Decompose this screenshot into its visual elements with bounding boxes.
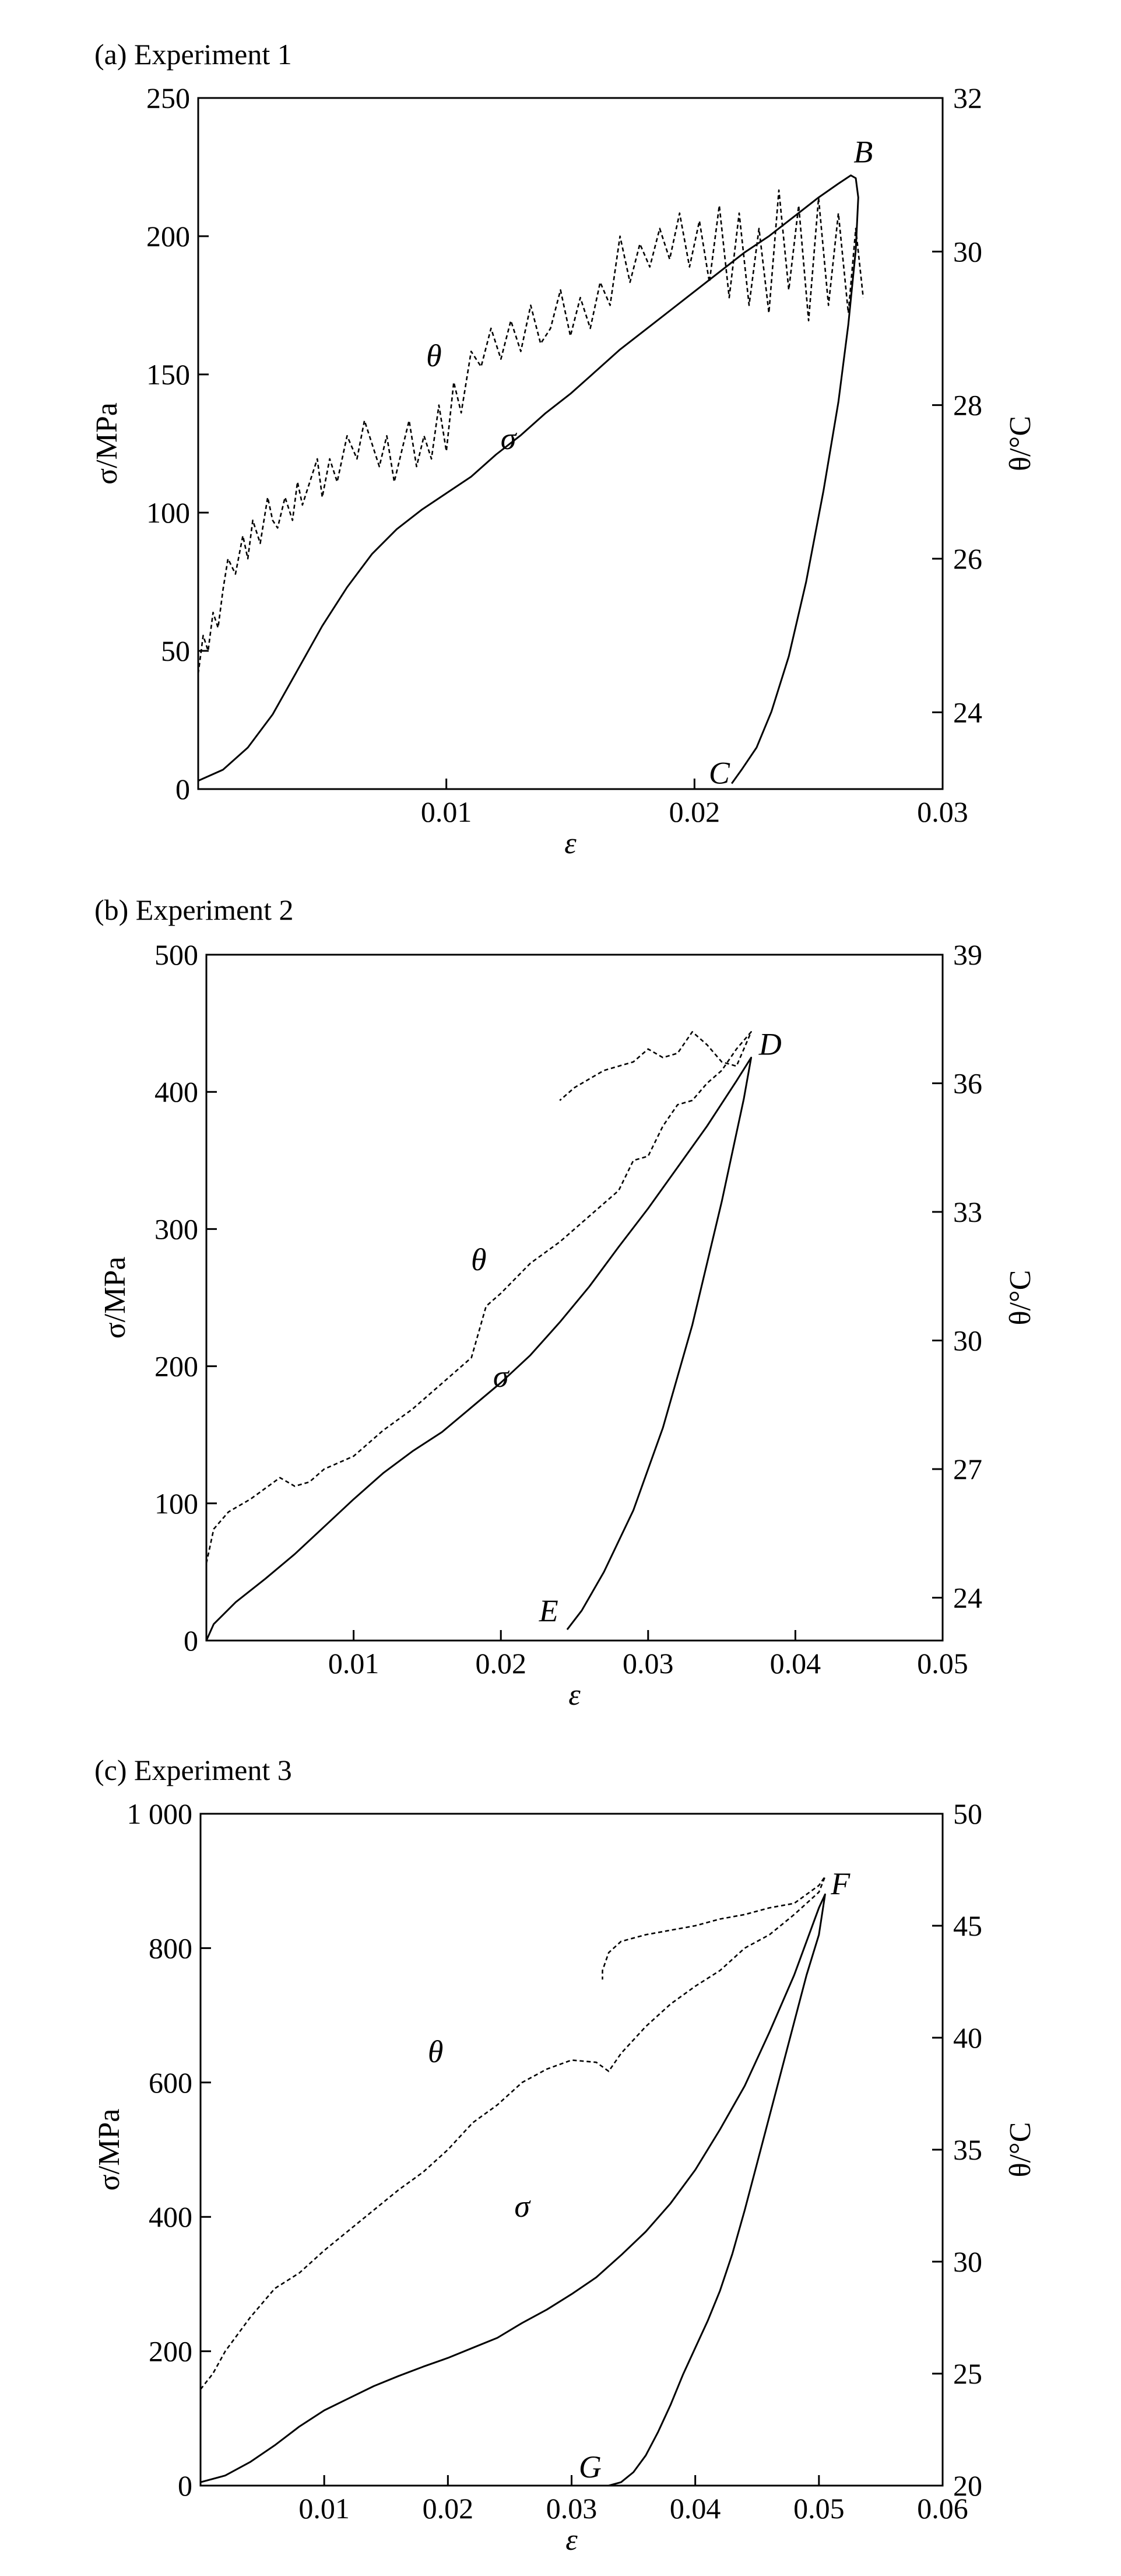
- y2-tick-label: 30: [953, 1324, 982, 1357]
- y2-tick-label: 28: [953, 388, 982, 422]
- x-tick-label: 0.02: [422, 2492, 474, 2525]
- y2-tick-label: 33: [953, 1196, 982, 1228]
- x-tick-label: 0.01: [420, 795, 472, 828]
- y-tick-label: 400: [154, 1075, 198, 1109]
- y2-tick-label: 24: [953, 1581, 982, 1614]
- y-tick-label: 0: [184, 1624, 198, 1657]
- y-tick-label: 400: [149, 2200, 192, 2234]
- series-line-theta: [206, 1032, 751, 1563]
- panel-title: (a) Experiment 1: [94, 38, 292, 71]
- annotation-label: θ: [471, 1242, 487, 1277]
- y2-tick-label: 40: [953, 2021, 982, 2054]
- x-axis-label: ε: [568, 1678, 581, 1712]
- y-tick-label: 1 000: [126, 1797, 192, 1830]
- y-tick-label: 150: [146, 358, 190, 391]
- chart-panel-3: [93, 1754, 1037, 2557]
- y2-axis-label: θ/°C: [1004, 416, 1037, 471]
- annotation-label: F: [831, 1866, 851, 1902]
- y-tick-label: 50: [161, 635, 190, 667]
- x-tick-label: 0.04: [669, 2492, 721, 2525]
- y-axis-label: σ/MPa: [99, 1256, 132, 1339]
- y2-tick-label: 35: [953, 2133, 982, 2166]
- annotation-label: θ: [427, 2034, 444, 2070]
- series-line-theta: [201, 1877, 825, 2389]
- y-tick-label: 200: [149, 2335, 192, 2368]
- y2-tick-label: 45: [953, 1909, 982, 1942]
- y2-tick-label: 50: [953, 1797, 982, 1830]
- x-tick-label: 0.06: [917, 2492, 968, 2525]
- x-tick-label: 0.03: [546, 2492, 598, 2525]
- y2-tick-label: 30: [953, 235, 982, 268]
- panel-title: (b) Experiment 2: [94, 893, 294, 926]
- y-tick-label: 200: [154, 1350, 198, 1383]
- plot-frame: [206, 955, 943, 1641]
- y2-tick-label: 24: [953, 696, 982, 729]
- y2-tick-label: 30: [953, 2245, 982, 2278]
- y-tick-label: 0: [178, 2469, 192, 2502]
- x-axis-label: ε: [564, 827, 577, 860]
- y-axis-label: σ/MPa: [93, 2108, 126, 2191]
- y-tick-label: 500: [154, 938, 198, 971]
- y-tick-label: 300: [154, 1212, 198, 1246]
- annotation-label: G: [578, 2449, 602, 2485]
- x-tick-label: 0.02: [475, 1647, 526, 1680]
- y-tick-label: 100: [154, 1487, 198, 1520]
- y-tick-label: 0: [175, 773, 190, 805]
- series-line-sigma: [201, 1894, 825, 2486]
- chart-panel-1: [90, 38, 1037, 860]
- y-tick-label: 600: [149, 2066, 192, 2099]
- y-tick-label: 250: [146, 82, 190, 114]
- annotation-label: B: [853, 134, 873, 170]
- y-axis-label: σ/MPa: [90, 402, 124, 485]
- series-line-theta: [198, 190, 863, 674]
- y2-axis-label: θ/°C: [1004, 2122, 1037, 2178]
- annotation-label: σ: [500, 420, 516, 456]
- annotation-label: C: [708, 755, 730, 791]
- chart-panel-2: [94, 893, 1037, 1712]
- x-tick-label: 0.03: [917, 795, 968, 828]
- y2-tick-label: 32: [953, 82, 982, 114]
- annotation-label: E: [539, 1593, 558, 1629]
- plot-frame: [201, 1814, 943, 2486]
- y2-tick-label: 39: [953, 938, 982, 971]
- series-line-sigma: [206, 1057, 751, 1641]
- y-tick-label: 800: [149, 1932, 192, 1965]
- x-axis-label: ε: [565, 2524, 578, 2557]
- x-tick-label: 0.02: [669, 795, 721, 828]
- y2-axis-label: θ/°C: [1004, 1270, 1037, 1326]
- annotation-label: D: [758, 1026, 782, 1062]
- annotation-label: σ: [514, 2189, 530, 2224]
- x-tick-label: 0.01: [298, 2492, 350, 2525]
- x-tick-label: 0.04: [769, 1647, 821, 1680]
- y-tick-label: 200: [146, 220, 190, 253]
- x-tick-label: 0.01: [328, 1647, 379, 1680]
- y2-tick-label: 36: [953, 1067, 982, 1100]
- annotation-label: θ: [426, 338, 442, 373]
- x-tick-label: 0.03: [623, 1647, 674, 1680]
- x-tick-label: 0.05: [793, 2492, 845, 2525]
- x-tick-label: 0.05: [917, 1647, 968, 1680]
- panel-title: (c) Experiment 3: [94, 1754, 292, 1786]
- y2-tick-label: 27: [953, 1453, 982, 1485]
- y2-tick-label: 26: [953, 542, 982, 575]
- annotation-label: σ: [493, 1358, 509, 1394]
- y2-tick-label: 25: [953, 2357, 982, 2390]
- y-tick-label: 100: [146, 496, 190, 529]
- series-line-sigma: [198, 176, 858, 784]
- y2-tick-label: 20: [953, 2469, 982, 2502]
